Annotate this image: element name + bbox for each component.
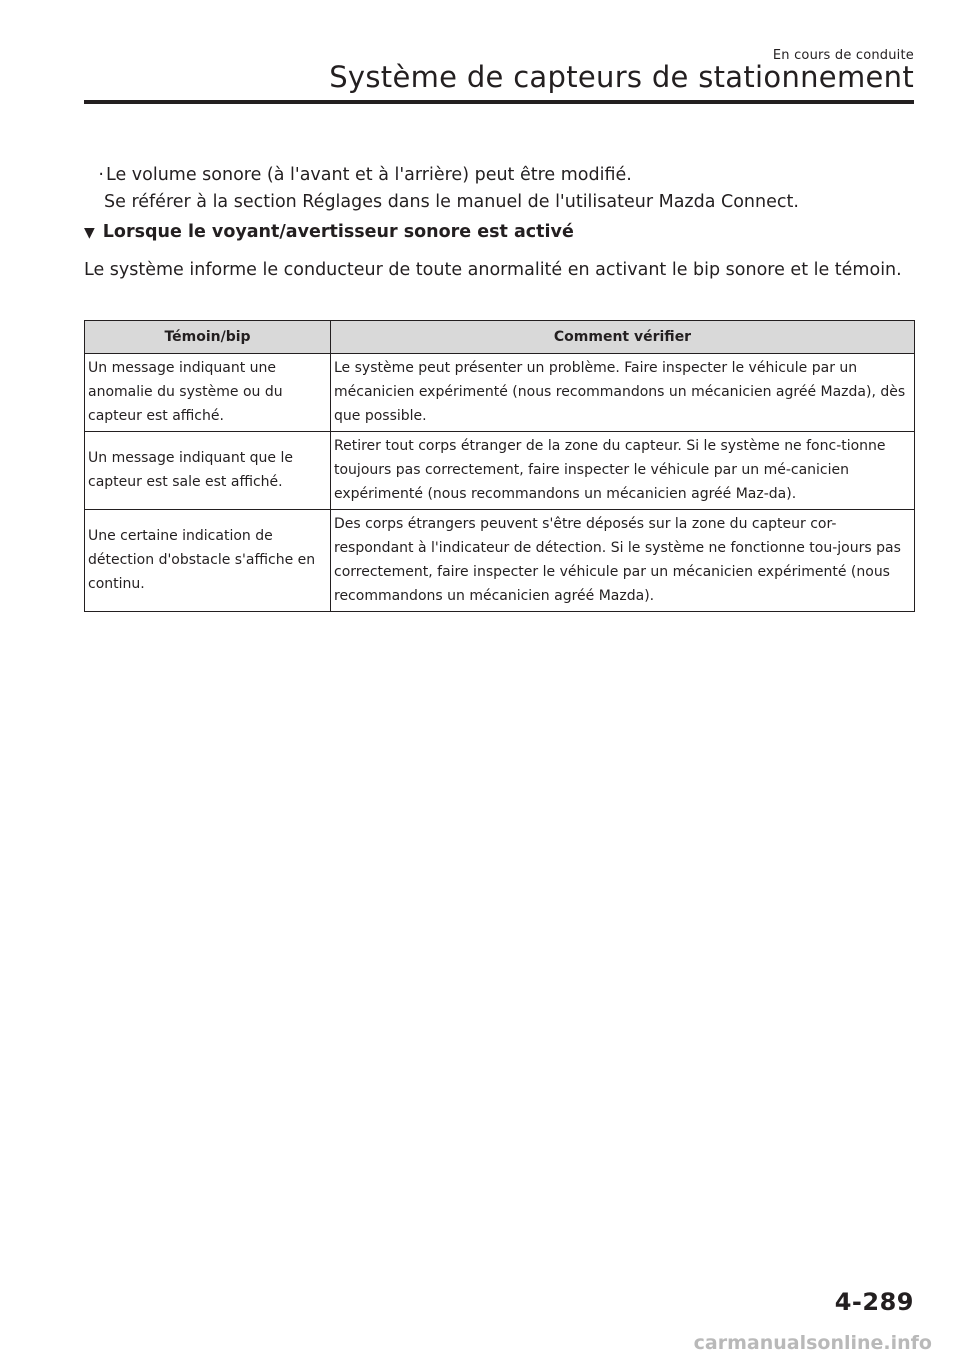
- subheading: [84, 222, 574, 242]
- table-cell-action: Des corps étrangers peuvent s'être déposés sur la zone du capteur cor-respondant à l'indicateur de détection. Si le système ne fonctionne tou-jours pas correctement, faire inspecter le véhicule par un mécanicien expérimenté (nous recommandons un mécanicien agréé Mazda).: [331, 510, 915, 612]
- table-row: [85, 354, 915, 432]
- watermark: carmanualsonline.info: [693, 1332, 932, 1354]
- table-cell-indicator: Une certaine indication de détection d'obstacle s'affiche en continu.: [85, 510, 331, 612]
- page-number: 4-289: [834, 1288, 914, 1316]
- column-header-action: Comment vérifier: [331, 321, 915, 354]
- table-row: [85, 510, 915, 612]
- subheading-text: Lorsque le voyant/avertisseur sonore est activé: [102, 222, 574, 242]
- warning-table: [84, 320, 915, 612]
- triangle-down-icon: ▼: [84, 225, 95, 241]
- section-label: En cours de conduite: [772, 48, 914, 63]
- column-header-indicator: Témoin/bip: [85, 321, 331, 354]
- table-cell-indicator: Un message indiquant une anomalie du système ou du capteur est affiché.: [85, 354, 331, 432]
- bullet-note: [84, 162, 914, 216]
- table-cell-action: Retirer tout corps étranger de la zone du capteur. Si le système ne fonc-tionne toujours pas correctement, faire inspecter le véhicule par un mé-canicien expérimenté (nous recommandons un mécanicien agréé Maz-da).: [331, 432, 915, 510]
- intro-paragraph: Le système informe le conducteur de toute anormalité en activant le bip sonore et le témoin.: [84, 260, 902, 280]
- table-cell-action: Le système peut présenter un problème. Faire inspecter le véhicule par un mécanicien expérimenté (nous recommandons un mécanicien agréé Mazda), dès que possible.: [331, 354, 915, 432]
- header-divider: [84, 100, 914, 104]
- bullet-text-line1: Le volume sonore (à l'avant et à l'arrière) peut être modifié.: [106, 165, 632, 185]
- bullet-icon: ·: [98, 165, 104, 185]
- bullet-line: [84, 162, 914, 189]
- bullet-text-line2: Se référer à la section Réglages dans le manuel de l'utilisateur Mazda Connect.: [104, 192, 799, 212]
- table-cell-indicator: Un message indiquant que le capteur est sale est affiché.: [85, 432, 331, 510]
- table-row: [85, 432, 915, 510]
- table-header-row: [85, 321, 915, 354]
- page-title: Système de capteurs de stationnement: [329, 60, 914, 94]
